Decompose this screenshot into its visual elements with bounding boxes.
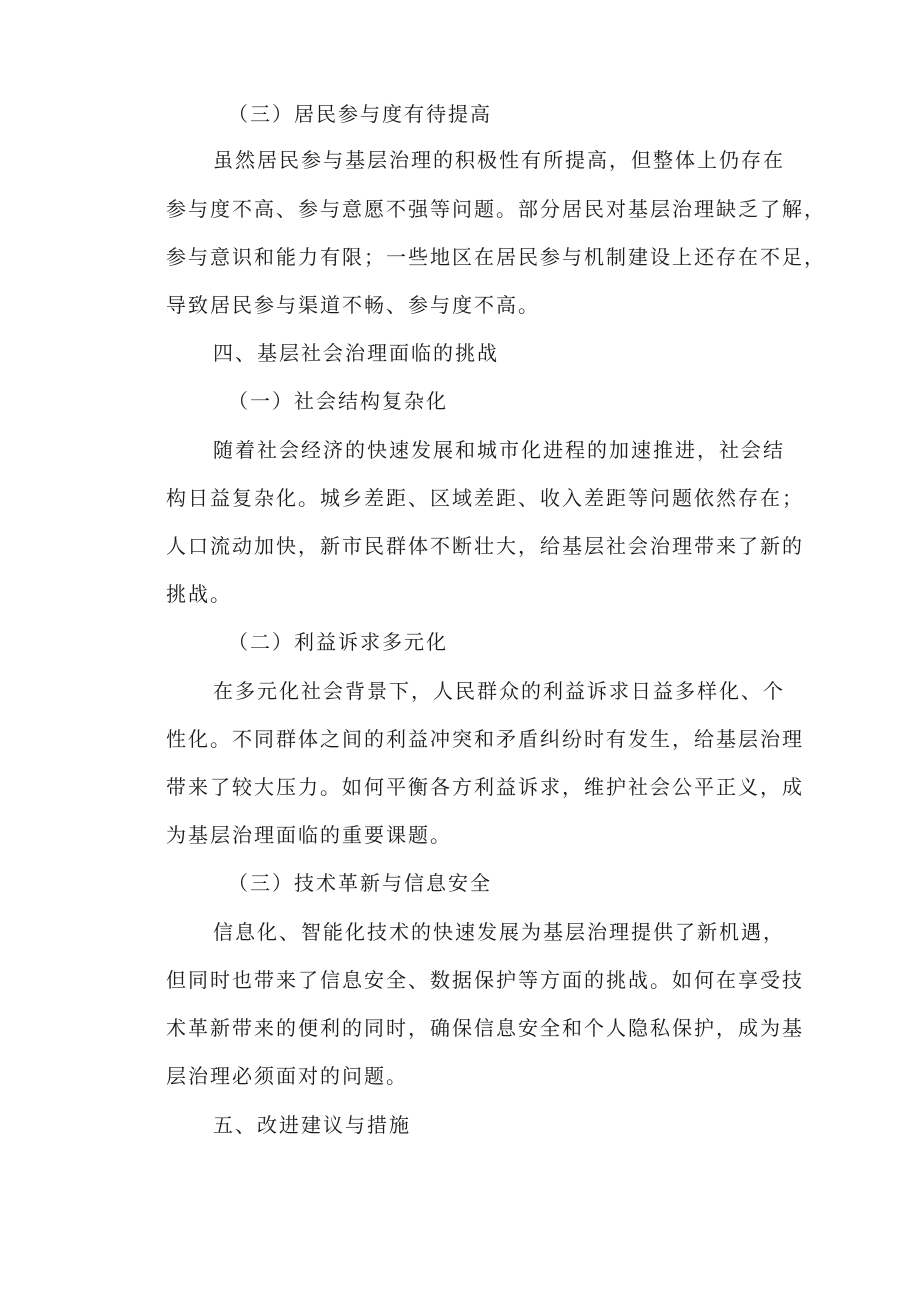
section-heading-suggestions: 五、改进建议与措施 [213,1113,411,1137]
paragraph-line: 信息化、智能化技术的快速发展为基层治理提供了新机遇， [213,920,785,944]
paragraph-line: 术革新带来的便利的同时，确保信息安全和个人隐私保护，成为基 [166,1016,804,1040]
subheading-social-structure: （一）社会结构复杂化 [228,389,448,413]
section-heading-challenges: 四、基层社会治理面临的挑战 [213,341,499,365]
paragraph-line: 但同时也带来了信息安全、数据保护等方面的挑战。如何在享受技 [166,968,804,992]
subheading-tech-security: （三）技术革新与信息安全 [228,871,492,895]
paragraph-line: 挑战。 [166,582,232,606]
subheading-resident-participation: （三）居民参与度有待提高 [228,102,492,126]
paragraph-line: 导致居民参与渠道不畅、参与度不高。 [166,293,540,317]
subheading-interest-demands: （二）利益诉求多元化 [228,630,448,654]
paragraph-line: 层治理必须面对的问题。 [166,1064,408,1088]
paragraph-line: 人口流动加快，新市民群体不断壮大，给基层社会治理带来了新的 [166,534,804,558]
paragraph-line: 虽然居民参与基层治理的积极性有所提高，但整体上仍存在 [213,148,785,172]
paragraph-line: 为基层治理面临的重要课题。 [166,823,452,847]
paragraph-line: 在多元化社会背景下，人民群众的利益诉求日益多样化、个 [213,679,785,703]
paragraph-line: 带来了较大压力。如何平衡各方利益诉求，维护社会公平正义，成 [166,775,804,799]
paragraph-line: 参与意识和能力有限；一些地区在居民参与机制建设上还存在不足， [166,245,826,269]
paragraph-line: 随着社会经济的快速发展和城市化进程的加速推进，社会结 [213,438,785,462]
paragraph-line: 性化。不同群体之间的利益冲突和矛盾纠纷时有发生，给基层治理 [166,727,804,751]
paragraph-line: 构日益复杂化。城乡差距、区域差距、收入差距等问题依然存在； [166,486,804,510]
paragraph-line: 参与度不高、参与意愿不强等问题。部分居民对基层治理缺乏了解， [166,197,826,221]
